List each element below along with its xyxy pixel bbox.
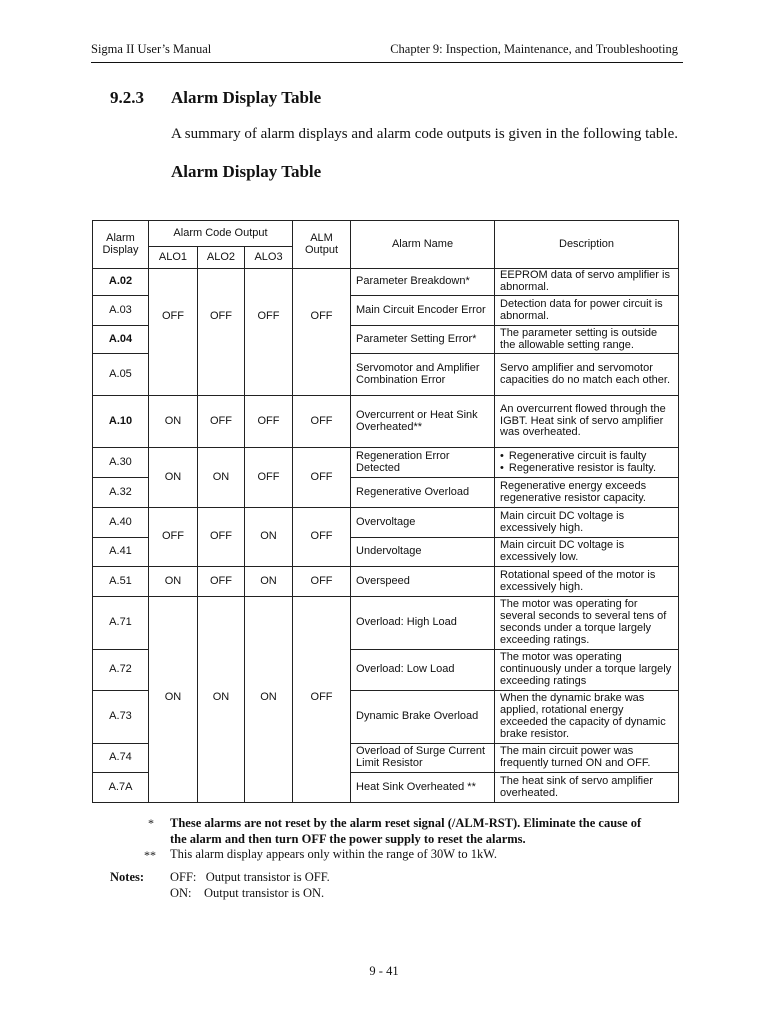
alarm-name-cell: Main Circuit Encoder Error	[351, 296, 495, 326]
alo2-cell: OFF	[198, 508, 245, 567]
header-description: Description	[495, 221, 679, 269]
alarm-display-cell: A.73	[93, 691, 149, 744]
alo3-cell: OFF	[245, 269, 293, 396]
alarm-name-cell: Overvoltage	[351, 508, 495, 538]
header-alarm-display: Alarm Display	[93, 221, 149, 269]
section-title: Alarm Display Table	[171, 88, 322, 107]
alo3-cell: ON	[245, 597, 293, 803]
description-bullet: • Regenerative circuit is faulty	[500, 451, 673, 463]
description-cell: When the dynamic brake was applied, rotational energy exceeded the capacity of dynamic brake resistor.	[495, 691, 679, 744]
description-cell: Main circuit DC voltage is excessively low.	[495, 538, 679, 567]
alm-output-cell: OFF	[293, 396, 351, 448]
header-alm-output: ALM Output	[293, 221, 351, 269]
alo2-cell: OFF	[198, 396, 245, 448]
page-number: 9 - 41	[369, 964, 399, 978]
description-cell: The heat sink of servo amplifier overheated.	[495, 773, 679, 803]
header-alo2: ALO2	[198, 247, 245, 269]
alarm-display-cell: A.74	[93, 744, 149, 773]
alarm-name-cell: Undervoltage	[351, 538, 495, 567]
alarm-display-table	[92, 220, 679, 803]
alarm-display-cell: A.32	[93, 478, 149, 508]
section-number: 9.2.3	[110, 88, 144, 107]
description-cell: Regenerative energy exceeds regenerative resistor capacity.	[495, 478, 679, 508]
description-cell: An overcurrent flowed through the IGBT. Heat sink of servo amplifier was overheated.	[495, 396, 679, 448]
description-cell: The motor was operating for several seconds to several tens of seconds under a torque largely exceeding ratings.	[495, 597, 679, 650]
alo3-cell: OFF	[245, 448, 293, 508]
intro-paragraph: A summary of alarm displays and alarm code outputs is given in the following table.	[171, 126, 678, 142]
notes-label: Notes:	[110, 870, 145, 884]
alarm-name-cell: Heat Sink Overheated **	[351, 773, 495, 803]
alo1-cell: OFF	[149, 269, 198, 396]
description-cell: The motor was operating continuously under a torque largely exceeding ratings	[495, 650, 679, 691]
description-cell: The parameter setting is outside the allowable setting range.	[495, 326, 679, 354]
header-rule	[91, 62, 683, 63]
alarm-name-cell: Parameter Breakdown*	[351, 269, 495, 296]
alo3-cell: OFF	[245, 396, 293, 448]
alo2-cell: ON	[198, 597, 245, 803]
alarm-display-cell: A.04	[93, 326, 149, 354]
alm-output-cell: OFF	[293, 448, 351, 508]
header-alarm-code-output: Alarm Code Output	[149, 221, 293, 247]
table-title: Alarm Display Table	[171, 162, 322, 181]
footnote-star-text: These alarms are not reset by the alarm reset signal (/ALM-RST). Eliminate the cause of the alarm and then turn OFF the power supply to reset the alarms.	[170, 816, 642, 846]
alm-output-cell: OFF	[293, 597, 351, 803]
table-row	[93, 269, 679, 296]
footnote-double-star-text: This alarm display appears only within the range of 30W to 1kW.	[170, 847, 498, 861]
alarm-name-cell: Overspeed	[351, 567, 495, 597]
alarm-display-cell: A.51	[93, 567, 149, 597]
alo2-cell: OFF	[198, 269, 245, 396]
header-alarm-name: Alarm Name	[351, 221, 495, 269]
footnote-double-star-mark: **	[144, 848, 156, 862]
alo1-cell: OFF	[149, 508, 198, 567]
alarm-name-cell: Overload: High Load	[351, 597, 495, 650]
alarm-display-cell: A.03	[93, 296, 149, 326]
description-bullet: • Regenerative resistor is faulty.	[500, 463, 673, 475]
table-row	[93, 508, 679, 538]
notes-line-on: ON: Output transistor is ON.	[170, 886, 325, 900]
alo3-cell: ON	[245, 567, 293, 597]
description-cell: Rotational speed of the motor is excessively high.	[495, 567, 679, 597]
alarm-name-cell: Regenerative Overload	[351, 478, 495, 508]
footnote-star-mark: *	[148, 816, 154, 830]
header-alo3: ALO3	[245, 247, 293, 269]
alo1-cell: ON	[149, 567, 198, 597]
alarm-display-cell: A.30	[93, 448, 149, 478]
alarm-name-cell: Overload of Surge Current Limit Resistor	[351, 744, 495, 773]
alarm-display-cell: A.02	[93, 269, 149, 296]
alarm-display-cell: A.10	[93, 396, 149, 448]
header-alo1: ALO1	[149, 247, 198, 269]
table-row	[93, 396, 679, 448]
alarm-display-cell: A.05	[93, 354, 149, 396]
alo1-cell: ON	[149, 597, 198, 803]
running-header-left: Sigma II User’s Manual	[91, 42, 212, 56]
description-cell: Detection data for power circuit is abnormal.	[495, 296, 679, 326]
table-row	[93, 448, 679, 478]
alo1-cell: ON	[149, 396, 198, 448]
alarm-name-cell: Dynamic Brake Overload	[351, 691, 495, 744]
alarm-display-cell: A.71	[93, 597, 149, 650]
alarm-name-cell: Servomotor and Amplifier Combination Error	[351, 354, 495, 396]
description-cell: Servo amplifier and servomotor capacities do no match each other.	[495, 354, 679, 396]
alarm-display-cell: A.72	[93, 650, 149, 691]
alm-output-cell: OFF	[293, 508, 351, 567]
alarm-display-cell: A.40	[93, 508, 149, 538]
table-row	[93, 567, 679, 597]
alarm-name-cell: Regeneration Error Detected	[351, 448, 495, 478]
alarm-name-cell: Overcurrent or Heat Sink Overheated**	[351, 396, 495, 448]
alo2-cell: OFF	[198, 567, 245, 597]
alarm-display-cell: A.41	[93, 538, 149, 567]
alo1-cell: ON	[149, 448, 198, 508]
alo3-cell: ON	[245, 508, 293, 567]
alm-output-cell: OFF	[293, 567, 351, 597]
alo2-cell: ON	[198, 448, 245, 508]
description-cell: EEPROM data of servo amplifier is abnormal.	[495, 269, 679, 296]
alarm-name-cell: Parameter Setting Error*	[351, 326, 495, 354]
alarm-name-cell: Overload: Low Load	[351, 650, 495, 691]
running-header-right: Chapter 9: Inspection, Maintenance, and Troubleshooting	[390, 42, 678, 56]
description-cell	[495, 448, 679, 478]
description-cell: The main circuit power was frequently turned ON and OFF.	[495, 744, 679, 773]
notes-line-off: OFF: Output transistor is OFF.	[170, 870, 330, 884]
alm-output-cell: OFF	[293, 269, 351, 396]
description-cell: Main circuit DC voltage is excessively high.	[495, 508, 679, 538]
alarm-display-cell: A.7A	[93, 773, 149, 803]
table-row	[93, 597, 679, 650]
